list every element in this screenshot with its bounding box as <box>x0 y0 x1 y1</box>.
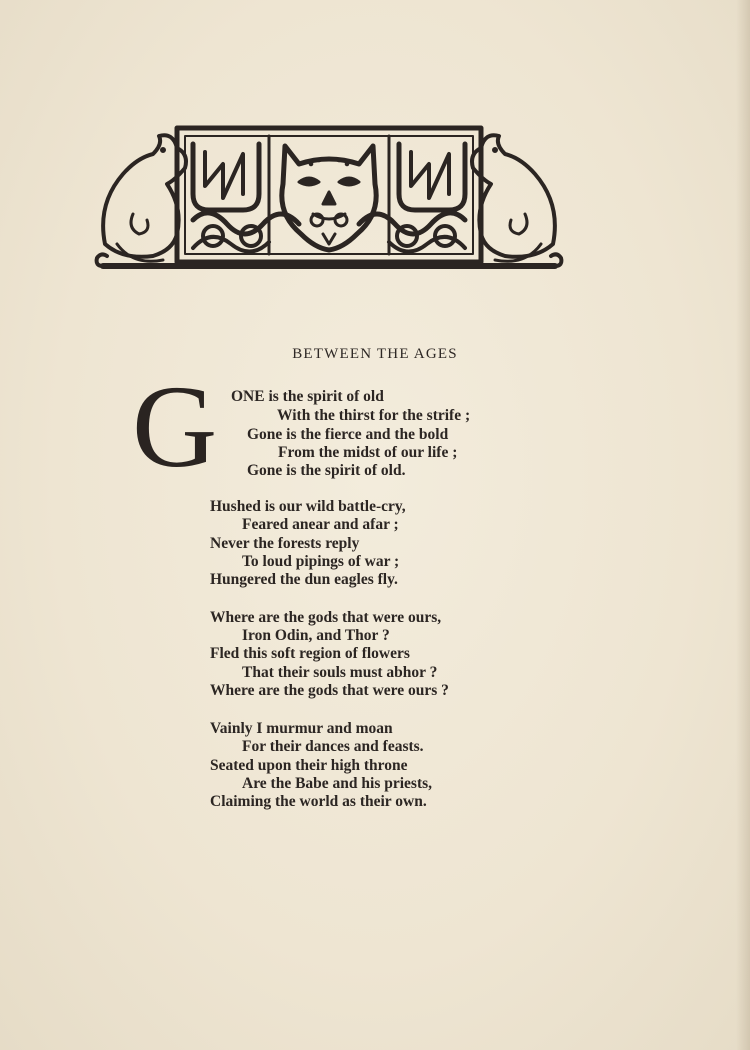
poem-line: Hushed is our wild battle-cry, <box>210 498 406 515</box>
drop-cap-letter: G <box>132 361 218 492</box>
poem-line: Where are the gods that were ours, <box>210 609 442 626</box>
poem-line: From the midst of our life ; <box>278 444 458 461</box>
poem-line: Vainly I murmur and moan <box>210 720 393 737</box>
poem-line: Seated upon their high throne <box>210 757 408 774</box>
poem-line: For their dances and feasts. <box>242 738 424 755</box>
poem-line: Gone is the fierce and the bold <box>247 426 449 443</box>
poem-line: Claiming the world as their own. <box>210 793 427 810</box>
poem-line: ONE is the spirit of old <box>231 388 384 405</box>
poem-line: Fled this soft region of flowers <box>210 645 410 662</box>
poem-line: With the thirst for the strife ; <box>277 407 471 424</box>
poem-line: Hungered the dun eagles fly. <box>210 571 398 588</box>
poem-line: Are the Babe and his priests, <box>242 775 433 792</box>
poem-line: Where are the gods that were ours ? <box>210 682 449 699</box>
poem-line: Never the forests reply <box>210 535 360 552</box>
poem-line: To loud pipings of war ; <box>242 553 400 570</box>
poem-line: Feared anear and afar ; <box>242 516 399 533</box>
poem-line: Gone is the spirit of old. <box>247 462 406 479</box>
poem-line: That their souls must abhor ? <box>242 664 438 681</box>
poem-line: Iron Odin, and Thor ? <box>242 627 390 644</box>
celtic-knotwork-headpiece-icon <box>93 124 565 280</box>
page-edge-shadow <box>736 0 750 1050</box>
poem-title: BETWEEN THE AGES <box>292 346 458 362</box>
